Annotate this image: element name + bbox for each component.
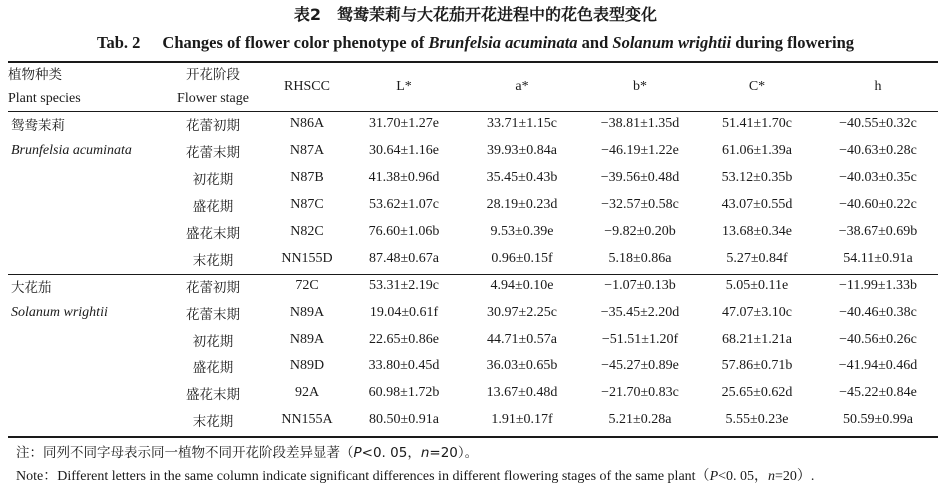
note-en-suffix: =20）.	[775, 469, 815, 484]
header-species-en: Plant species	[8, 90, 81, 106]
cell-h: −40.46±0.38c	[839, 304, 917, 320]
cell-c: 5.05±0.11e	[725, 277, 789, 293]
cell-l: 31.70±1.27e	[369, 116, 439, 132]
cell-b: −45.27±0.89e	[601, 358, 679, 374]
cell-a: 33.71±1.15c	[487, 116, 557, 132]
cell-b: −1.07±0.13b	[604, 277, 676, 293]
table-row	[8, 380, 938, 407]
cell-species: 鸳鸯茉莉	[11, 118, 65, 135]
note-cn-p: P	[353, 445, 362, 461]
table-row	[8, 245, 938, 272]
cell-rhscc: NN155D	[281, 250, 333, 266]
cell-rhscc: N89A	[289, 331, 325, 347]
table-row	[8, 138, 938, 165]
cell-h: 50.59±0.99a	[843, 412, 913, 428]
header-b: b*	[633, 78, 647, 94]
title-species-1: Brunfelsia acuminata	[428, 33, 578, 52]
header-l: L*	[396, 78, 412, 94]
cell-stage: 盛花期	[192, 360, 234, 377]
cell-a: 0.96±0.15f	[491, 250, 553, 266]
cell-rhscc: N87A	[289, 143, 325, 159]
cell-stage: 末花期	[192, 252, 234, 269]
cell-stage: 初花期	[192, 333, 234, 350]
table-row	[8, 353, 938, 380]
cell-h: −11.99±1.33b	[838, 277, 918, 293]
cell-stage: 花蕾末期	[186, 306, 240, 323]
cell-l: 22.65±0.86e	[369, 331, 439, 347]
cell-a: 35.45±0.43b	[486, 170, 558, 186]
table-row	[8, 407, 938, 434]
cell-species	[8, 192, 160, 219]
cell-l: 53.31±2.19c	[369, 277, 439, 293]
cell-h: −45.22±0.84e	[839, 385, 917, 401]
cell-b: −51.51±1.20f	[601, 331, 679, 347]
cell-h: −38.67±0.69b	[838, 224, 918, 239]
cell-c: 5.55±0.23e	[725, 412, 789, 428]
header-c: C*	[748, 78, 766, 94]
header-rhscc: RHSCC	[284, 78, 330, 94]
cell-stage: 盛花末期	[186, 387, 240, 404]
cell-species	[8, 407, 160, 434]
cell-species	[8, 353, 160, 380]
note-chinese	[16, 444, 478, 462]
cell-b: −46.19±1.22e	[601, 143, 679, 159]
cell-rhscc: N87B	[290, 170, 324, 186]
cell-l: 60.98±1.72b	[368, 385, 440, 401]
cell-rhscc: NN155A	[281, 412, 333, 428]
cell-h: −40.63±0.28c	[839, 143, 917, 159]
cell-stage: 盛花期	[192, 199, 234, 216]
table-row	[8, 219, 938, 246]
cell-c: 51.41±1.70c	[722, 116, 792, 132]
cell-a: 30.97±2.25c	[487, 304, 557, 320]
cell-c: 57.86±0.71b	[721, 358, 793, 374]
cell-rhscc: N87C	[290, 197, 324, 213]
cell-a: 36.03±0.65b	[486, 358, 558, 374]
cell-c: 68.21±1.21a	[722, 331, 792, 347]
cell-rhscc: N86A	[289, 116, 325, 132]
cell-species: Brunfelsia acuminata	[11, 143, 132, 159]
cell-stage: 花蕾初期	[186, 279, 240, 296]
cell-b: −32.57±0.58c	[601, 197, 679, 213]
cell-h: −40.56±0.26c	[839, 331, 917, 347]
header-stage-en: Flower stage	[177, 90, 249, 106]
table-row	[8, 165, 938, 192]
cell-l: 87.48±0.67a	[369, 250, 439, 266]
table-row	[8, 299, 938, 326]
cell-h: 54.11±0.91a	[843, 250, 913, 266]
header-species-cn: 植物种类	[8, 66, 62, 83]
note-en-prefix: Note：Different letters in the same column indicate significant differences in different flowering stages of the same plant（	[16, 469, 710, 484]
cell-species	[8, 326, 160, 353]
table-row	[8, 326, 938, 353]
table-row	[8, 272, 938, 299]
cell-rhscc: N89A	[289, 304, 325, 320]
cell-c: 47.07±3.10c	[722, 304, 792, 320]
header-row	[8, 62, 938, 111]
cell-rhscc: N89D	[289, 358, 325, 374]
cell-l: 53.62±1.07c	[369, 197, 439, 213]
cell-c: 43.07±0.55d	[721, 197, 793, 213]
cell-a: 39.93±0.84a	[487, 143, 557, 159]
title-and: and	[581, 33, 609, 52]
title-species-2: Solanum wrightii	[612, 33, 732, 52]
cell-l: 80.50±0.91a	[369, 412, 439, 428]
table-title-english	[0, 32, 951, 54]
bottom-rule	[8, 436, 938, 438]
cell-l: 19.04±0.61f	[369, 304, 439, 320]
cell-l: 76.60±1.06b	[368, 224, 440, 239]
cell-l: 33.80±0.45d	[368, 358, 440, 374]
note-en-n: n	[768, 469, 776, 484]
cell-species: Solanum wrightii	[11, 304, 108, 320]
cell-c: 13.68±0.34e	[722, 224, 792, 239]
cell-rhscc: 92A	[294, 385, 320, 401]
cell-stage: 花蕾末期	[186, 145, 240, 162]
table-label: Tab. 2	[96, 33, 141, 52]
cell-a: 9.53±0.39e	[490, 224, 554, 239]
cell-species	[8, 380, 160, 407]
cell-b: −9.82±0.20b	[604, 224, 676, 239]
note-cn-mid: <0. 05，	[361, 445, 421, 461]
header-species	[8, 62, 160, 111]
cell-b: −21.70±0.83c	[601, 385, 679, 401]
cell-c: 25.65±0.62d	[721, 385, 793, 401]
table-title-chinese: 表2 鸳鸯茉莉与大花茄开花进程中的花色表型变化	[293, 5, 658, 24]
cell-l: 30.64±1.16e	[369, 143, 439, 159]
cell-a: 13.67±0.48d	[486, 385, 558, 401]
cell-b: 5.18±0.86a	[608, 250, 672, 266]
cell-stage: 花蕾初期	[186, 118, 240, 135]
cell-c: 53.12±0.35b	[721, 170, 793, 186]
cell-l: 41.38±0.96d	[368, 170, 440, 186]
cell-c: 5.27±0.84f	[726, 250, 788, 266]
cell-h: −41.94±0.46d	[838, 358, 918, 374]
cell-rhscc: N82C	[290, 224, 324, 239]
note-en-p: P	[709, 469, 719, 484]
note-cn-suffix: =20）。	[429, 445, 479, 461]
header-stage	[160, 62, 266, 111]
note-cn-prefix: 注：同列不同字母表示同一植物不同开花阶段差异显著（	[16, 445, 354, 461]
cell-stage: 初花期	[192, 172, 234, 189]
cell-b: −38.81±1.35d	[600, 116, 680, 132]
cell-species	[8, 165, 160, 192]
cell-stage: 盛花末期	[186, 226, 240, 242]
note-en-mid: <0. 05，	[718, 469, 769, 484]
note-cn-n: n	[420, 445, 430, 461]
cell-b: −35.45±2.20d	[600, 304, 680, 320]
cell-a: 4.94±0.10e	[490, 277, 554, 293]
cell-species	[8, 245, 160, 272]
cell-h: −40.60±0.22c	[839, 197, 917, 213]
cell-b: 5.21±0.28a	[608, 412, 672, 428]
cell-h: −40.03±0.35c	[839, 170, 917, 186]
cell-a: 28.19±0.23d	[486, 197, 558, 213]
cell-stage: 末花期	[192, 414, 234, 431]
cell-b: −39.56±0.48d	[600, 170, 680, 186]
cell-h: −40.55±0.32c	[839, 116, 917, 132]
cell-species	[8, 219, 160, 246]
cell-species: 大花茄	[11, 279, 52, 296]
header-a: a*	[515, 78, 529, 94]
title-prefix: Changes of flower color phenotype of	[162, 33, 425, 52]
cell-a: 1.91±0.17f	[491, 412, 553, 428]
cell-a: 44.71±0.57a	[487, 331, 557, 347]
title-suffix: during flowering	[735, 33, 855, 52]
header-stage-cn: 开花阶段	[186, 66, 240, 83]
flower-color-table	[8, 62, 938, 434]
table-row	[8, 192, 938, 219]
cell-rhscc: 72C	[295, 277, 319, 293]
cell-c: 61.06±1.39a	[722, 143, 792, 159]
header-h: h	[874, 78, 882, 94]
table-row	[8, 111, 938, 138]
note-english	[16, 468, 814, 486]
